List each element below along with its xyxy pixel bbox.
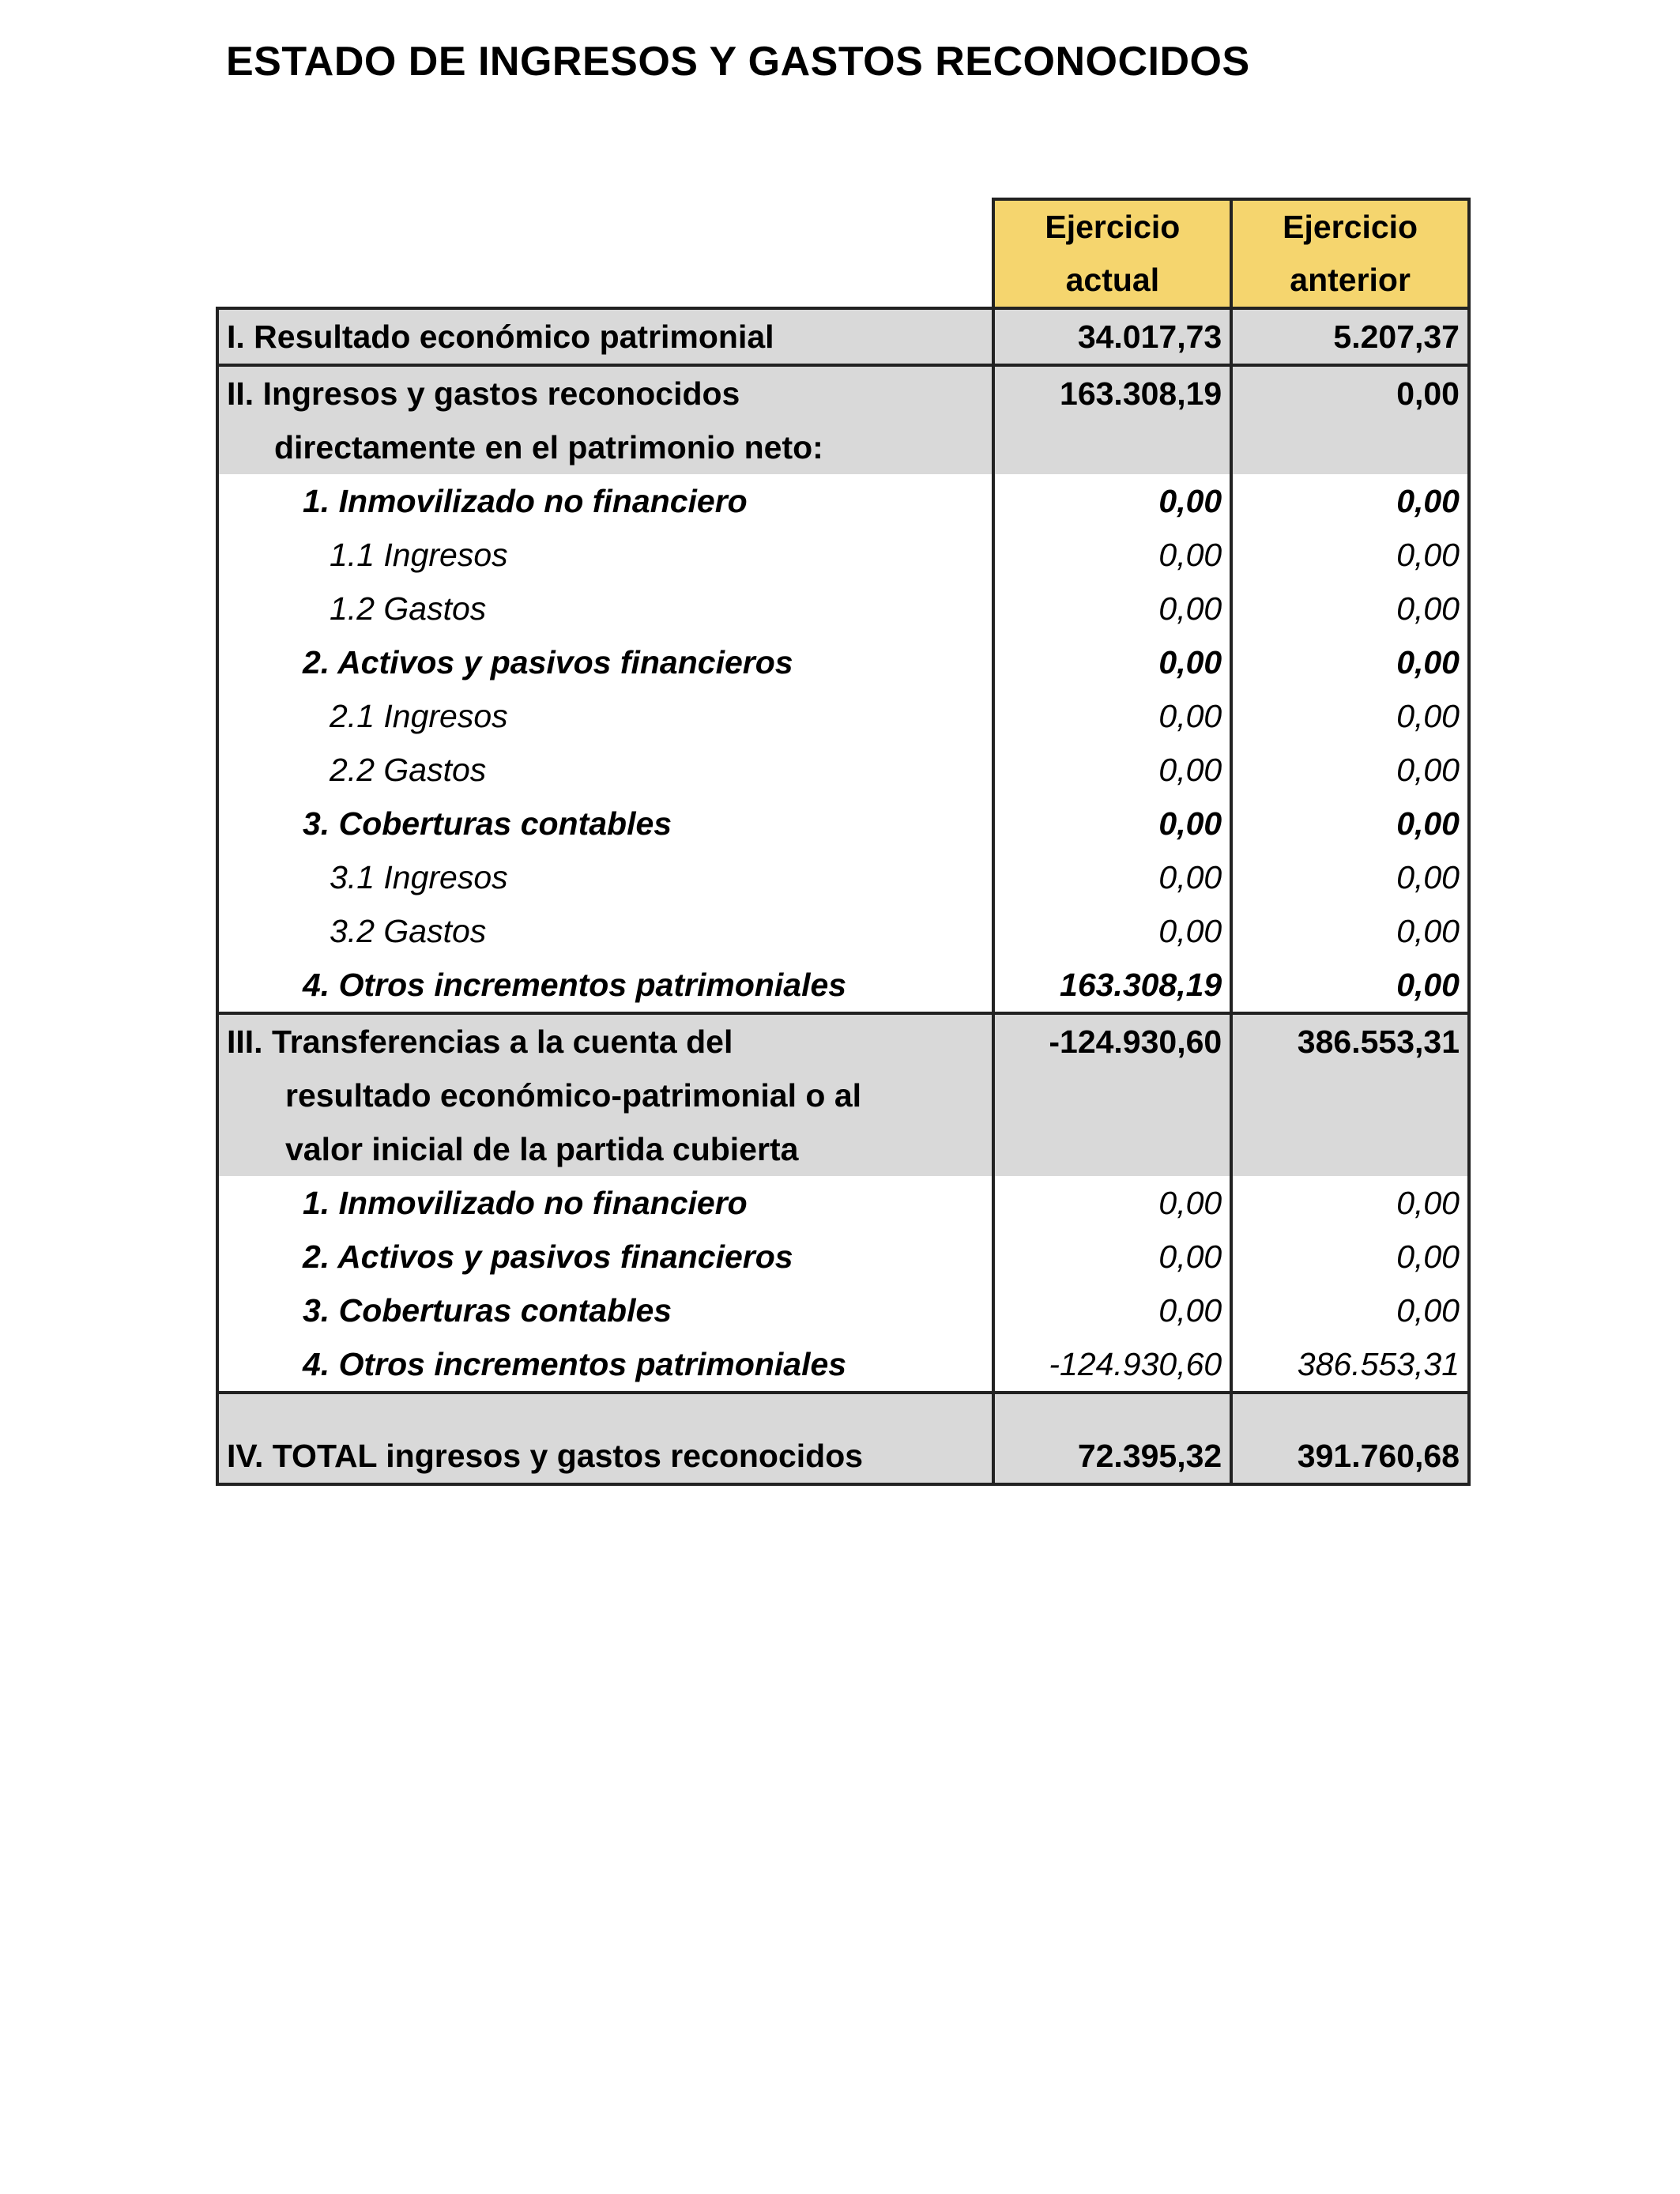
row-label: 1. Inmovilizado no financiero bbox=[217, 1176, 993, 1230]
value-current: -124.930,60 bbox=[993, 1337, 1231, 1393]
row-label: 1. Inmovilizado no financiero bbox=[217, 474, 993, 528]
value-current: 0,00 bbox=[993, 1230, 1231, 1284]
row-ii-1-2 bbox=[217, 582, 1469, 635]
row-label: 4. Otros incrementos patrimoniales bbox=[217, 958, 993, 1013]
value-previous: 386.553,31 bbox=[1231, 1337, 1469, 1393]
value-current: 0,00 bbox=[993, 582, 1231, 635]
row-iii-4 bbox=[217, 1337, 1469, 1393]
row-ii-3-1 bbox=[217, 850, 1469, 904]
value-current: 72.395,32 bbox=[993, 1393, 1231, 1484]
value-current: 0,00 bbox=[993, 474, 1231, 528]
row-label: 2. Activos y pasivos financieros bbox=[217, 1230, 993, 1284]
row-label-line: II. Ingresos y gastos reconocidos bbox=[227, 375, 740, 412]
row-label: I. Resultado económico patrimonial bbox=[217, 308, 993, 365]
row-label-line: directamente en el patrimonio neto: bbox=[274, 429, 823, 466]
row-label: 2.2 Gastos bbox=[217, 743, 993, 797]
row-ii-2-1 bbox=[217, 689, 1469, 743]
value-previous: 0,00 bbox=[1231, 635, 1469, 689]
value-previous: 5.207,37 bbox=[1231, 308, 1469, 365]
value-current: 163.308,19 bbox=[993, 365, 1231, 474]
value-previous: 0,00 bbox=[1231, 1176, 1469, 1230]
value-previous: 391.760,68 bbox=[1231, 1393, 1469, 1484]
row-iii-3 bbox=[217, 1284, 1469, 1337]
value-previous: 0,00 bbox=[1231, 850, 1469, 904]
row-section-i bbox=[217, 308, 1469, 365]
row-ii-1 bbox=[217, 474, 1469, 528]
value-current: -124.930,60 bbox=[993, 1013, 1231, 1176]
row-label: 4. Otros incrementos patrimoniales bbox=[217, 1337, 993, 1393]
row-label bbox=[217, 1013, 993, 1176]
value-previous: 0,00 bbox=[1231, 474, 1469, 528]
row-ii-3 bbox=[217, 797, 1469, 850]
row-label: 3. Coberturas contables bbox=[217, 1284, 993, 1337]
row-iii-1 bbox=[217, 1176, 1469, 1230]
row-label: 3.1 Ingresos bbox=[217, 850, 993, 904]
row-label bbox=[217, 365, 993, 474]
table-header-row bbox=[217, 199, 1469, 308]
row-ii-2-2 bbox=[217, 743, 1469, 797]
value-previous: 0,00 bbox=[1231, 797, 1469, 850]
value-current: 0,00 bbox=[993, 689, 1231, 743]
row-ii-3-2 bbox=[217, 904, 1469, 958]
value-current: 0,00 bbox=[993, 1176, 1231, 1230]
row-ii-4 bbox=[217, 958, 1469, 1013]
income-expense-table bbox=[216, 198, 1471, 1486]
row-label: IV. TOTAL ingresos y gastos reconocidos bbox=[217, 1393, 993, 1484]
value-previous: 0,00 bbox=[1231, 743, 1469, 797]
page-title: ESTADO DE INGRESOS Y GASTOS RECONOCIDOS bbox=[226, 39, 1250, 85]
row-label-line: resultado económico-patrimonial o al bbox=[285, 1077, 862, 1114]
value-current: 0,00 bbox=[993, 904, 1231, 958]
row-ii-1-1 bbox=[217, 528, 1469, 582]
value-current: 0,00 bbox=[993, 850, 1231, 904]
value-previous: 0,00 bbox=[1231, 904, 1469, 958]
row-label: 3. Coberturas contables bbox=[217, 797, 993, 850]
row-section-iv-total bbox=[217, 1393, 1469, 1484]
value-previous: 0,00 bbox=[1231, 1230, 1469, 1284]
row-iii-2 bbox=[217, 1230, 1469, 1284]
row-section-ii bbox=[217, 365, 1469, 474]
row-label: 3.2 Gastos bbox=[217, 904, 993, 958]
value-current: 163.308,19 bbox=[993, 958, 1231, 1013]
value-current: 0,00 bbox=[993, 528, 1231, 582]
row-label-line: III. Transferencias a la cuenta del bbox=[227, 1023, 733, 1060]
row-label: 1.1 Ingresos bbox=[217, 528, 993, 582]
value-previous: 386.553,31 bbox=[1231, 1013, 1469, 1176]
row-label: 2. Activos y pasivos financieros bbox=[217, 635, 993, 689]
row-section-iii bbox=[217, 1013, 1469, 1176]
value-previous: 0,00 bbox=[1231, 582, 1469, 635]
value-current: 0,00 bbox=[993, 635, 1231, 689]
value-current: 0,00 bbox=[993, 797, 1231, 850]
value-current: 34.017,73 bbox=[993, 308, 1231, 365]
value-previous: 0,00 bbox=[1231, 365, 1469, 474]
header-previous-year: Ejercicio anterior bbox=[1231, 199, 1469, 308]
row-ii-2 bbox=[217, 635, 1469, 689]
row-label: 1.2 Gastos bbox=[217, 582, 993, 635]
value-previous: 0,00 bbox=[1231, 689, 1469, 743]
value-current: 0,00 bbox=[993, 1284, 1231, 1337]
value-previous: 0,00 bbox=[1231, 1284, 1469, 1337]
header-current-year: Ejercicio actual bbox=[993, 199, 1231, 308]
row-label: 2.1 Ingresos bbox=[217, 689, 993, 743]
row-label-line: valor inicial de la partida cubierta bbox=[285, 1131, 799, 1167]
value-previous: 0,00 bbox=[1231, 528, 1469, 582]
value-previous: 0,00 bbox=[1231, 958, 1469, 1013]
value-current: 0,00 bbox=[993, 743, 1231, 797]
